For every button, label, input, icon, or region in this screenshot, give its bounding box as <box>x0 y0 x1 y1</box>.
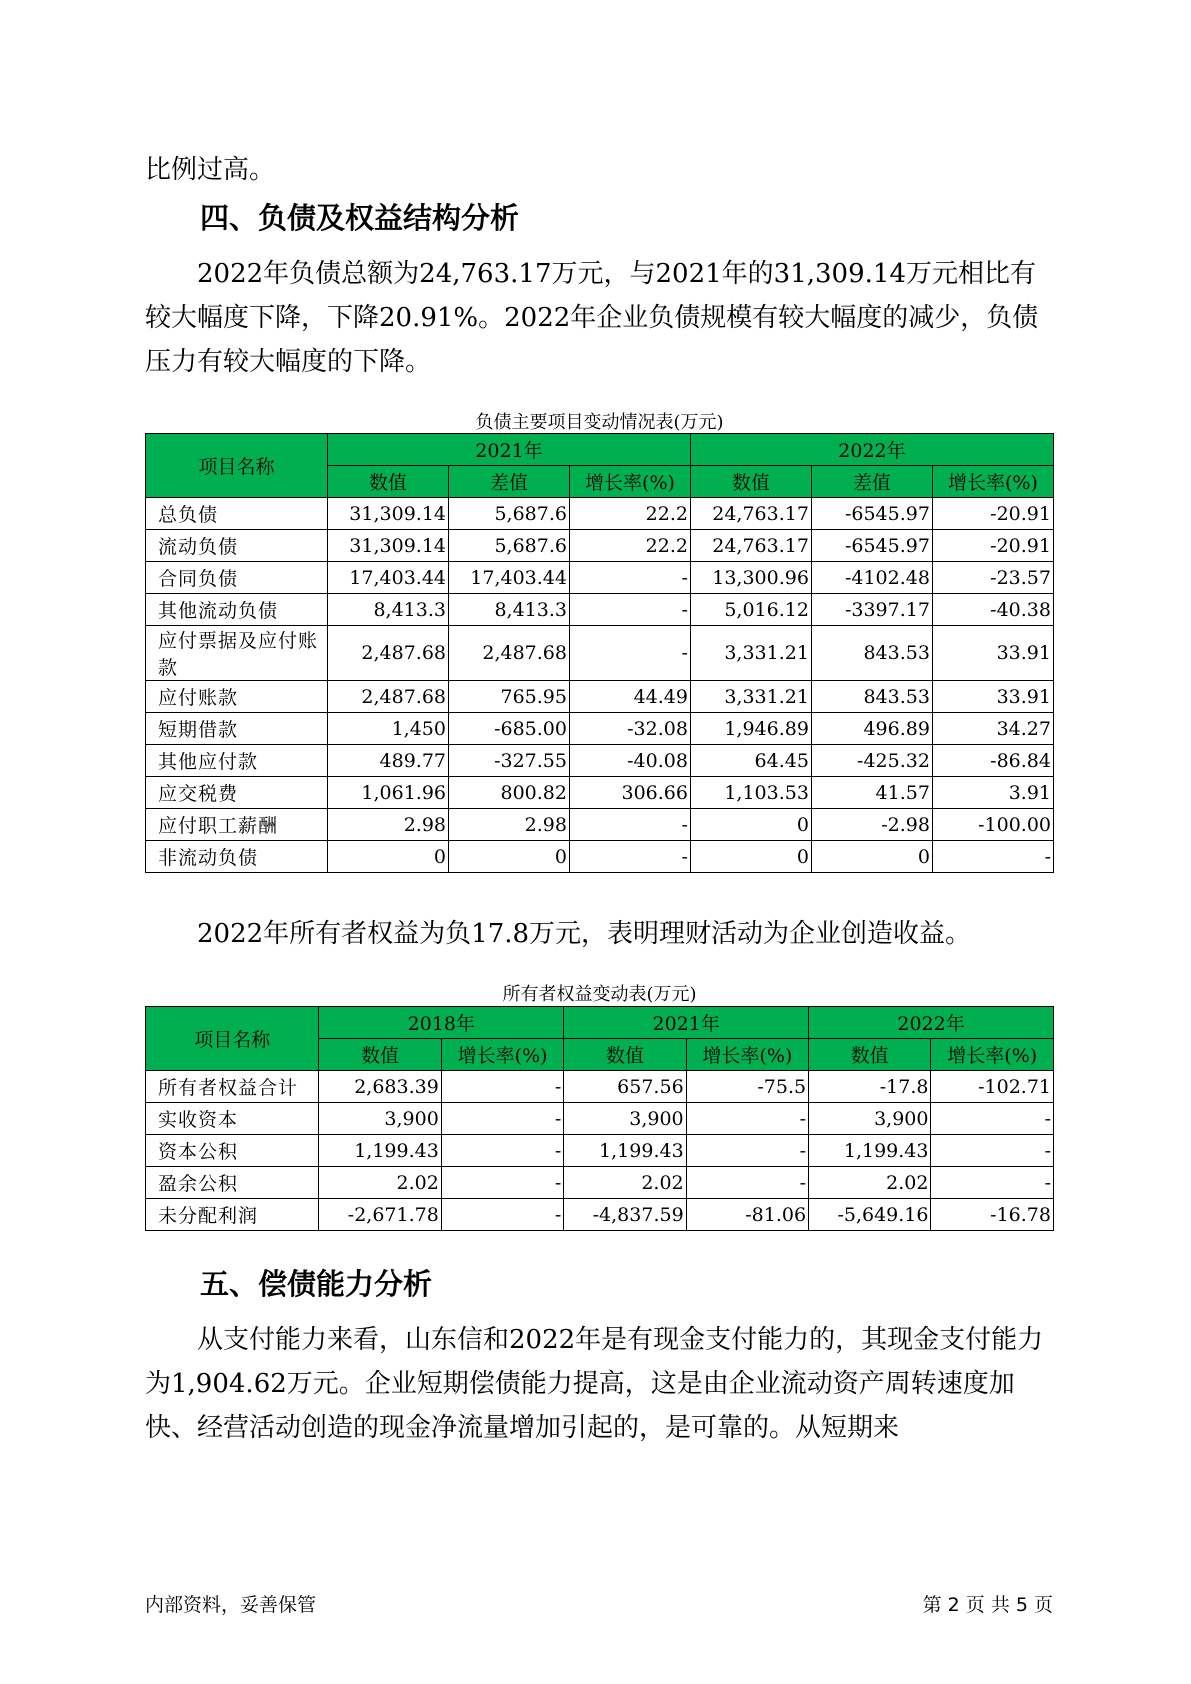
row-label-cell: 应付职工薪酬 <box>146 809 328 841</box>
value-cell: - <box>569 562 690 594</box>
value-cell: 1,103.53 <box>690 777 811 809</box>
row-label-cell: 资本公积 <box>146 1135 319 1167</box>
equity-change-table <box>145 1006 1054 1231</box>
value-cell: 2.02 <box>319 1167 441 1199</box>
value-cell: 33.91 <box>932 626 1053 681</box>
value-cell: 44.49 <box>569 681 690 713</box>
value-cell: 1,061.96 <box>328 777 449 809</box>
column-header-year: 2021年 <box>564 1007 809 1039</box>
value-cell: 8,413.3 <box>328 594 449 626</box>
row-label-cell: 其他流动负债 <box>146 594 328 626</box>
column-header-value: 数值 <box>564 1039 686 1071</box>
value-cell: 1,199.43 <box>319 1135 441 1167</box>
value-cell: 657.56 <box>564 1071 686 1103</box>
column-header-year: 2021年 <box>328 434 691 466</box>
value-cell: - <box>932 841 1053 873</box>
value-cell: -86.84 <box>932 745 1053 777</box>
table-row <box>146 1135 1054 1167</box>
value-cell: 2,487.68 <box>328 626 449 681</box>
value-cell: -6545.97 <box>811 530 932 562</box>
value-cell: - <box>441 1071 563 1103</box>
value-cell: 31,309.14 <box>328 530 449 562</box>
value-cell: 5,687.6 <box>449 530 570 562</box>
value-cell: 800.82 <box>449 777 570 809</box>
value-cell: 0 <box>690 809 811 841</box>
value-cell: 2,487.68 <box>328 681 449 713</box>
section-heading-solvency: 五、偿债能力分析 <box>200 1267 433 1301</box>
column-header-year: 2022年 <box>690 434 1053 466</box>
value-cell: 34.27 <box>932 713 1053 745</box>
value-cell: - <box>569 594 690 626</box>
column-header-growth-rate: 增长率(%) <box>686 1039 808 1071</box>
row-label-cell: 实收资本 <box>146 1103 319 1135</box>
row-label-cell: 流动负债 <box>146 530 328 562</box>
column-header-growth-rate: 增长率(%) <box>441 1039 563 1071</box>
value-cell: 0 <box>449 841 570 873</box>
value-cell: 843.53 <box>811 681 932 713</box>
row-label-cell: 合同负债 <box>146 562 328 594</box>
value-cell: -40.38 <box>932 594 1053 626</box>
value-cell: 3,331.21 <box>690 626 811 681</box>
row-label-cell: 盈余公积 <box>146 1167 319 1199</box>
column-header-growth-rate: 增长率(%) <box>569 466 690 498</box>
value-cell: 306.66 <box>569 777 690 809</box>
column-header-difference: 差值 <box>449 466 570 498</box>
row-label-cell: 所有者权益合计 <box>146 1071 319 1103</box>
value-cell: 2,683.39 <box>319 1071 441 1103</box>
table-row <box>146 809 1054 841</box>
paragraph-continuation: 比例过高。 <box>145 155 276 185</box>
value-cell: -425.32 <box>811 745 932 777</box>
row-label-cell: 总负债 <box>146 498 328 530</box>
table-row <box>146 594 1054 626</box>
value-cell: 8,413.3 <box>449 594 570 626</box>
value-cell: 41.57 <box>811 777 932 809</box>
value-cell: - <box>441 1199 563 1231</box>
column-header-year: 2018年 <box>319 1007 564 1039</box>
value-cell: -6545.97 <box>811 498 932 530</box>
value-cell: - <box>569 626 690 681</box>
value-cell: - <box>686 1103 808 1135</box>
row-label-cell: 短期借款 <box>146 713 328 745</box>
value-cell: 22.2 <box>569 498 690 530</box>
row-label-cell: 应交税费 <box>146 777 328 809</box>
paragraph-solvency-analysis: 从支付能力来看，山东信和2022年是有现金支付能力的，其现金支付能力为1,904.62万元。企业短期偿债能力提高，这是由企业流动资产周转速度加快、经营活动创造的现金净流量增加引起的，是可靠的。从短期来 <box>145 1325 1044 1443</box>
section-heading-liabilities: 四、负债及权益结构分析 <box>200 201 520 235</box>
value-cell: -2.98 <box>811 809 932 841</box>
value-cell: 64.45 <box>690 745 811 777</box>
column-header-item-name: 项目名称 <box>146 1007 319 1071</box>
column-header-value: 数值 <box>690 466 811 498</box>
value-cell: 3,900 <box>564 1103 686 1135</box>
value-cell: 5,687.6 <box>449 498 570 530</box>
column-header-item-name: 项目名称 <box>146 434 328 498</box>
table-row <box>146 626 1054 681</box>
table-row <box>146 1199 1054 1231</box>
value-cell: - <box>686 1135 808 1167</box>
value-cell: 3.91 <box>932 777 1053 809</box>
value-cell: 13,300.96 <box>690 562 811 594</box>
value-cell: -75.5 <box>686 1071 808 1103</box>
value-cell: 0 <box>690 841 811 873</box>
value-cell: -17.8 <box>809 1071 931 1103</box>
value-cell: -5,649.16 <box>809 1199 931 1231</box>
value-cell: -4,837.59 <box>564 1199 686 1231</box>
value-cell: 2.02 <box>809 1167 931 1199</box>
table-row <box>146 1071 1054 1103</box>
table-caption-liabilities: 负债主要项目变动情况表(万元) <box>475 412 724 433</box>
value-cell: -32.08 <box>569 713 690 745</box>
value-cell: 17,403.44 <box>449 562 570 594</box>
value-cell: - <box>686 1167 808 1199</box>
value-cell: 0 <box>328 841 449 873</box>
footer-confidential-note: 内部资料，妥善保管 <box>145 1594 317 1616</box>
row-label-cell: 应付票据及应付账款 <box>146 626 328 681</box>
table-row <box>146 1103 1054 1135</box>
value-cell: 1,199.43 <box>564 1135 686 1167</box>
value-cell: - <box>931 1135 1054 1167</box>
value-cell: 843.53 <box>811 626 932 681</box>
paragraph-equity-summary: 2022年所有者权益为负17.8万元，表明理财活动为企业创造收益。 <box>197 919 972 949</box>
value-cell: -81.06 <box>686 1199 808 1231</box>
row-label-cell: 其他应付款 <box>146 745 328 777</box>
table-row <box>146 681 1054 713</box>
value-cell: 5,016.12 <box>690 594 811 626</box>
value-cell: 0 <box>811 841 932 873</box>
value-cell: - <box>931 1167 1054 1199</box>
value-cell: 2,487.68 <box>449 626 570 681</box>
value-cell: 2.98 <box>449 809 570 841</box>
row-label-cell: 非流动负债 <box>146 841 328 873</box>
table-row <box>146 530 1054 562</box>
value-cell: 3,331.21 <box>690 681 811 713</box>
table-row <box>146 713 1054 745</box>
value-cell: -3397.17 <box>811 594 932 626</box>
table-row <box>146 777 1054 809</box>
value-cell: 24,763.17 <box>690 498 811 530</box>
column-header-growth-rate: 增长率(%) <box>931 1039 1054 1071</box>
value-cell: - <box>931 1103 1054 1135</box>
value-cell: 1,450 <box>328 713 449 745</box>
column-header-difference: 差值 <box>811 466 932 498</box>
value-cell: 3,900 <box>809 1103 931 1135</box>
table-row <box>146 745 1054 777</box>
value-cell: - <box>441 1103 563 1135</box>
value-cell: 33.91 <box>932 681 1053 713</box>
value-cell: - <box>569 841 690 873</box>
row-label-cell: 应付账款 <box>146 681 328 713</box>
value-cell: -23.57 <box>932 562 1053 594</box>
value-cell: -20.91 <box>932 530 1053 562</box>
table-row <box>146 1167 1054 1199</box>
value-cell: -4102.48 <box>811 562 932 594</box>
value-cell: -40.08 <box>569 745 690 777</box>
value-cell: 765.95 <box>449 681 570 713</box>
value-cell: 496.89 <box>811 713 932 745</box>
value-cell: - <box>441 1167 563 1199</box>
value-cell: -20.91 <box>932 498 1053 530</box>
value-cell: -2,671.78 <box>319 1199 441 1231</box>
value-cell: -100.00 <box>932 809 1053 841</box>
value-cell: -327.55 <box>449 745 570 777</box>
value-cell: -102.71 <box>931 1071 1054 1103</box>
value-cell: - <box>569 809 690 841</box>
value-cell: -685.00 <box>449 713 570 745</box>
value-cell: 17,403.44 <box>328 562 449 594</box>
column-header-value: 数值 <box>328 466 449 498</box>
paragraph-liabilities-summary: 2022年负债总额为24,763.17万元，与2021年的31,309.14万元相比有较大幅度下降，下降20.91%。2022年企业负债规模有较大幅度的减少，负债压力有较大幅度的下降。 <box>145 259 1039 377</box>
table-caption-equity: 所有者权益变动表(万元) <box>502 984 697 1005</box>
value-cell: 3,900 <box>319 1103 441 1135</box>
table-row <box>146 562 1054 594</box>
row-label-cell: 未分配利润 <box>146 1199 319 1231</box>
value-cell: 1,199.43 <box>809 1135 931 1167</box>
column-header-value: 数值 <box>809 1039 931 1071</box>
liabilities-change-table <box>145 433 1054 873</box>
footer-page-number: 第 2 页 共 5 页 <box>922 1594 1053 1616</box>
table-row <box>146 498 1054 530</box>
value-cell: 489.77 <box>328 745 449 777</box>
table-row <box>146 841 1054 873</box>
column-header-value: 数值 <box>319 1039 441 1071</box>
value-cell: 31,309.14 <box>328 498 449 530</box>
column-header-growth-rate: 增长率(%) <box>932 466 1053 498</box>
value-cell: 2.98 <box>328 809 449 841</box>
value-cell: 24,763.17 <box>690 530 811 562</box>
value-cell: -16.78 <box>931 1199 1054 1231</box>
value-cell: 2.02 <box>564 1167 686 1199</box>
value-cell: 1,946.89 <box>690 713 811 745</box>
column-header-year: 2022年 <box>809 1007 1054 1039</box>
value-cell: 22.2 <box>569 530 690 562</box>
value-cell: - <box>441 1135 563 1167</box>
